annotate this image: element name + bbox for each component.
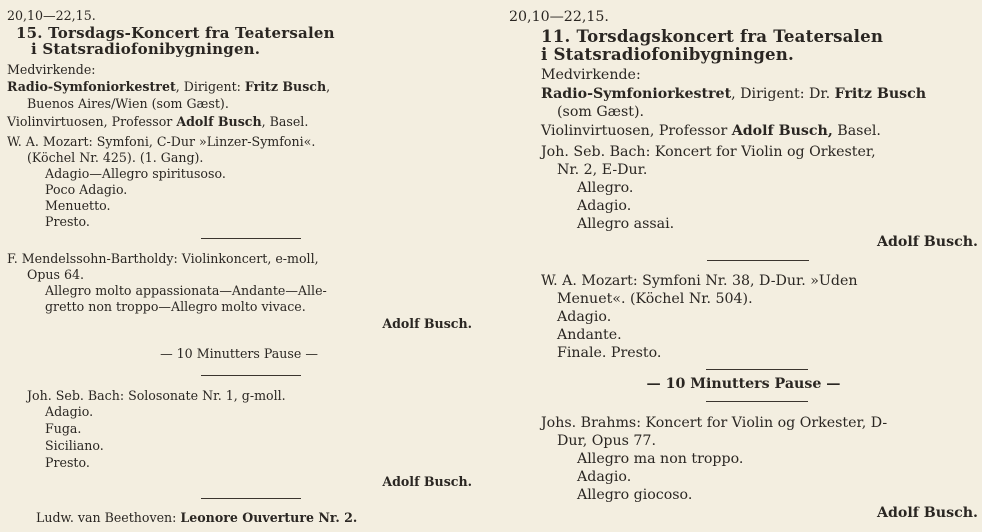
movement: Allegro. [577,180,634,196]
concert-venue: i Statsradiofonibygningen. [541,44,795,64]
conductor-note: Buenos Aires/Wien (som Gæst). [27,96,229,111]
movement: Siciliano. [45,438,104,453]
performer-credit: Adolf Busch. [382,474,472,489]
intermission: — 10 Minutters Pause — [646,376,841,392]
movement: Allegro ma non troppo. [577,451,744,467]
concert-title: 11. Torsdagskoncert fra Teatersalen [541,26,884,46]
orchestra-line [541,87,926,101]
orchestra-line: Radio-Symfoniorkestret, Dirigent: Fritz Busch, [7,79,331,94]
performer-credit: Adolf Busch. [876,505,978,521]
participants-label: Medvirkende: [7,62,96,77]
work-title: Opus 64. [27,267,84,282]
divider [201,238,301,239]
performer-credit: Adolf Busch. [876,234,978,250]
movement: Adagio. [577,469,632,485]
soloist-line: Violinvirtuosen, Professor Adolf Busch, Basel. [541,123,881,139]
performer-credit: Adolf Busch. [382,316,472,331]
work-title: Nr. 2, E-Dur. [557,162,648,178]
soloist-name: Adolf Busch [176,114,262,129]
participants-label: Medvirkende: [541,67,641,83]
movement: gretto non troppo—Allegro molto vivace. [45,299,306,314]
divider [201,498,301,499]
movement: Finale. Presto. [557,345,662,361]
work-title: W. A. Mozart: Symfoni Nr. 38, D-Dur. »Uden [541,273,858,289]
broadcast-time: 20,10—22,15. [509,9,609,25]
work-title: Joh. Seb. Bach: Solosonate Nr. 1, g-moll. [27,388,286,403]
conductor-label: , Dirigent: [175,79,245,94]
intermission: — 10 Minutters Pause — [160,346,318,361]
soloist-line: Violinvirtuosen, Professor Adolf Busch, Basel. [7,114,309,129]
concert-venue: i Statsradiofonibygningen. [31,40,261,58]
movement: Andante. [557,327,622,343]
movement: Presto. [45,214,90,229]
movement: Presto. [45,455,90,470]
work-title: Menuet«. (Köchel Nr. 504). [557,291,753,307]
conductor-note: (som Gæst). [557,104,645,120]
movement: Adagio—Allegro spiritusoso. [45,166,226,181]
conductor-label: , Dirigent: Dr. [731,86,835,102]
divider [201,375,301,376]
conductor-name: Fritz Busch [834,86,927,102]
movement: Adagio. [557,309,612,325]
work-title: Johs. Brahms: Koncert for Violin og Orkester, D- [541,415,888,431]
movement: Poco Adagio. [45,182,128,197]
final-work: Ludw. van Beethoven: Leonore Ouverture Nr. 2. [36,510,358,525]
orchestra-name: Radio-Symfoniorkestret [7,79,176,94]
work-title: (Köchel Nr. 425). (1. Gang). [27,150,204,165]
broadcast-time: 20,10—22,15. [7,8,96,23]
movement: Adagio. [577,198,632,214]
soloist-name: Adolf Busch, [731,123,833,139]
divider [706,369,808,370]
movement: Allegro molto appassionata—Andante—Alle- [45,283,327,298]
movement: Allegro giocoso. [577,487,693,503]
work-title: Joh. Seb. Bach: Koncert for Violin og Orkester, [541,144,876,160]
movement: Menuetto. [45,198,111,213]
movement: Allegro assai. [577,216,675,232]
work-title: Dur, Opus 77. [557,433,656,449]
conductor-name: Fritz Busch [244,79,327,94]
movement: Adagio. [45,404,94,419]
divider [706,401,808,402]
movement: Fuga. [45,421,82,436]
work-title: W. A. Mozart: Symfoni, C-Dur »Linzer-Symfoni«. [7,134,316,149]
divider [707,260,809,261]
concert-title: 15. Torsdags-Koncert fra Teatersalen [16,24,335,42]
orchestra-name: Radio-Symfoniorkestret [541,86,732,102]
work-title: F. Mendelssohn-Bartholdy: Violinkoncert, e-moll, [7,251,319,266]
final-work-title: Leonore Ouverture Nr. 2. [180,510,358,525]
